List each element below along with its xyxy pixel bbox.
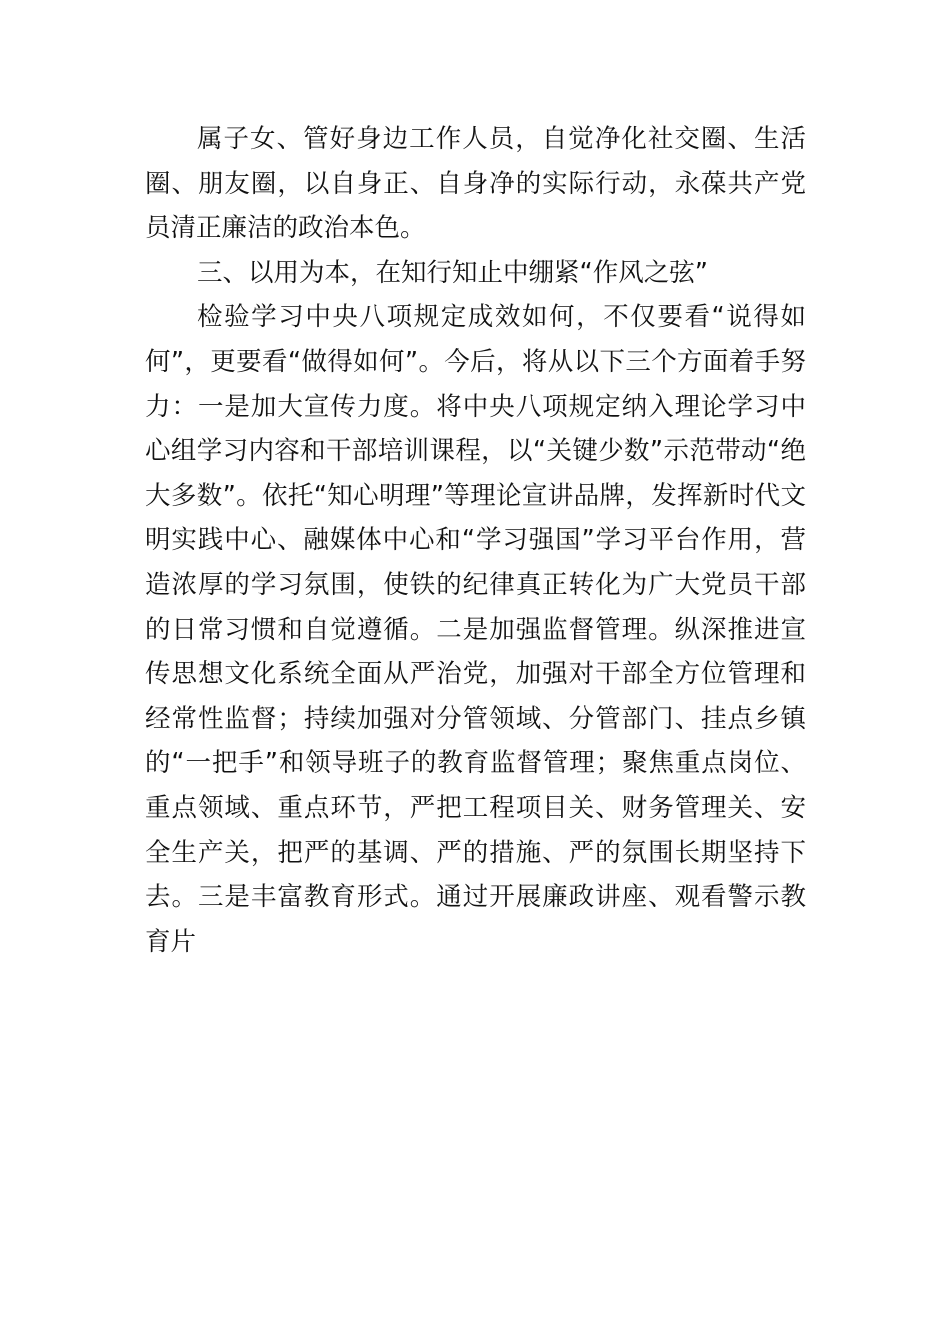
text-line: 重点领域、重点环节，严把工程项目关、财务管理关、安	[145, 792, 806, 823]
text-line: 全生产关，把严的基调、严的措施、严的氛围长期坚持下	[145, 837, 806, 868]
text-line: 力：一是加大宣传力度。将中央八项规定纳入理论学习中	[145, 391, 806, 422]
text-line: 育片	[145, 926, 197, 957]
text-line: 的“一把手”和领导班子的教育监督管理；聚焦重点岗位、	[145, 748, 806, 779]
text-line: 造浓厚的学习氛围，使铁的纪律真正转化为广大党员干部	[145, 569, 806, 600]
text-line: 检验学习中央八项规定成效如何，不仅要看“说得如	[197, 302, 806, 333]
text-line: 何”，更要看“做得如何”。今后，将从以下三个方面着手努	[145, 346, 806, 377]
text-line: 员清正廉洁的政治本色。	[145, 213, 426, 244]
text-line: 经常性监督；持续加强对分管领域、分管部门、挂点乡镇	[145, 703, 806, 734]
text-line: 明实践中心、融媒体中心和“学习强国”学习平台作用，营	[145, 525, 806, 556]
text-line: 心组学习内容和干部培训课程，以“关键少数”示范带动“绝	[145, 436, 806, 467]
section-heading: 三、以用为本，在知行知止中绷紧“作风之弦”	[197, 257, 708, 288]
text-line: 的日常习惯和自觉遵循。二是加强监督管理。纵深推进宣	[145, 614, 806, 645]
text-line: 大多数”。依托“知心明理”等理论宣讲品牌，发挥新时代文	[145, 480, 806, 511]
document-page	[145, 117, 806, 964]
text-line: 传思想文化系统全面从严治党，加强对干部全方位管理和	[145, 659, 806, 690]
text-line: 属子女、管好身边工作人员，自觉净化社交圈、生活	[197, 124, 806, 154]
text-line: 圈、朋友圈，以自身正、自身净的实际行动，永葆共产党	[145, 168, 806, 199]
text-line: 去。三是丰富教育形式。通过开展廉政讲座、观看警示教	[145, 882, 806, 913]
